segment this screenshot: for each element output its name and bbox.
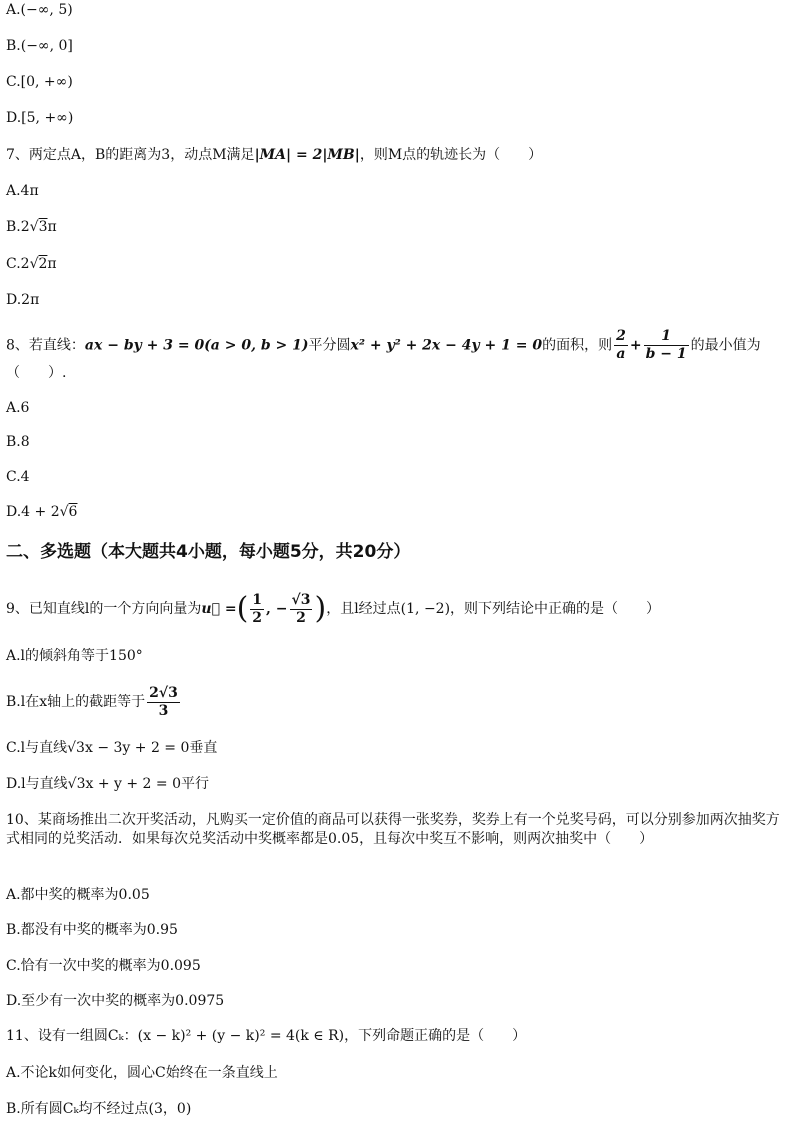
option-9d: D.l与直线√3x + y + 2 = 0平行 bbox=[6, 776, 209, 792]
question-8-mid2: 的面积，则 bbox=[542, 337, 613, 354]
option-6c: C.[0, +∞) bbox=[6, 74, 73, 90]
option-9a: A.l的倾斜角等于150° bbox=[6, 648, 143, 664]
question-9-vector: u⃗ = bbox=[201, 601, 237, 617]
question-9-fraction-2 bbox=[290, 592, 313, 627]
option-7c-post: π bbox=[47, 256, 57, 272]
option-9b bbox=[6, 684, 786, 720]
option-8a: A.6 bbox=[6, 400, 30, 416]
option-6a: A.(−∞, 5) bbox=[6, 2, 73, 18]
option-10c: C.恰有一次中奖的概率为0.095 bbox=[6, 958, 201, 974]
question-8-line-eq: ax − by + 3 = 0(a > 0, b > 1) bbox=[84, 337, 309, 354]
option-7b-pre: B.2√ bbox=[6, 219, 39, 235]
option-7c bbox=[6, 254, 786, 274]
question-8-fraction-1 bbox=[614, 328, 628, 363]
option-8d bbox=[6, 502, 786, 522]
q9-fraction-1-numerator: 1 bbox=[252, 591, 263, 608]
question-8-post: 的最小值为 bbox=[690, 337, 761, 354]
option-8d-radicand: 6 bbox=[68, 504, 78, 520]
question-8 bbox=[6, 328, 786, 363]
option-7b-post: π bbox=[47, 219, 57, 235]
option-6b: B.(−∞, 0] bbox=[6, 38, 73, 54]
option-7d: D.2π bbox=[6, 292, 40, 308]
option-7c-radicand: 2 bbox=[38, 256, 48, 272]
option-11b: B.所有圆Cₖ均不经过点(3，0) bbox=[6, 1101, 192, 1117]
option-10d: D.至少有一次中奖的概率为0.0975 bbox=[6, 993, 225, 1009]
left-paren-icon: ( bbox=[236, 591, 249, 626]
option-7c-pre: C.2√ bbox=[6, 256, 39, 272]
option-7b bbox=[6, 217, 786, 237]
option-9b-fraction bbox=[147, 685, 180, 720]
question-7 bbox=[6, 145, 786, 165]
question-8-pre: 8、若直线： bbox=[6, 337, 85, 354]
question-9 bbox=[6, 590, 786, 628]
question-8-circle-eq: x² + y² + 2x − 4y + 1 = 0 bbox=[350, 337, 543, 354]
question-9-fraction-1 bbox=[250, 592, 264, 627]
question-8-continued: （ ）. bbox=[6, 365, 67, 381]
option-6d: D.[5, +∞) bbox=[6, 110, 74, 126]
option-9c: C.l与直线√3x − 3y + 2 = 0垂直 bbox=[6, 740, 218, 756]
fraction-1-numerator: 2 bbox=[616, 328, 626, 344]
question-11: 11、设有一组圆Cₖ：(x − k)² + (y − k)² = 4(k ∈ R)，下列命题正确的是（ ） bbox=[6, 1028, 527, 1044]
right-paren-icon: ) bbox=[314, 591, 327, 626]
question-8-plus: + bbox=[629, 337, 642, 354]
option-8b: B.8 bbox=[6, 434, 30, 450]
option-8d-pre: D.4 + 2√ bbox=[6, 504, 69, 520]
question-8-fraction-2 bbox=[644, 328, 689, 363]
option-10a: A.都中奖的概率为0.05 bbox=[6, 887, 150, 903]
option-7b-radicand: 3 bbox=[38, 219, 48, 235]
option-11a: A.不论k如何变化，圆心C始终在一条直线上 bbox=[6, 1065, 278, 1081]
question-7-post: ，则M点的轨迹长为（ ） bbox=[359, 147, 543, 163]
option-7a: A.4π bbox=[6, 183, 39, 199]
fraction-1-denominator: a bbox=[616, 346, 626, 362]
question-8-mid: 平分圆 bbox=[308, 337, 351, 354]
option-10b: B.都没有中奖的概率为0.95 bbox=[6, 922, 178, 938]
question-7-pre: 7、两定点A，B的距离为3，动点M满足 bbox=[6, 147, 255, 163]
question-10: 10、某商场推出二次开奖活动，凡购买一定价值的商品可以获得一张奖券，奖券上有一个兑奖号码，可以分别参加两次抽奖方式相同的兑奖活动．如果每次兑奖活动中奖概率都是0.05，且每次中奖互不影响，则两次抽奖中（ ） bbox=[6, 812, 780, 847]
question-9-comma: , − bbox=[266, 601, 288, 617]
option-8c: C.4 bbox=[6, 469, 30, 485]
question-9-pre: 9、已知直线l的一个方向向量为 bbox=[6, 601, 202, 617]
q9-fraction-2-numerator: √3 bbox=[291, 591, 311, 608]
question-7-math: |MA| = 2|MB| bbox=[254, 147, 360, 163]
fraction-2-numerator: 1 bbox=[644, 328, 689, 346]
q9-fraction-2-denominator: 2 bbox=[296, 609, 306, 626]
option-9b-numerator: 2√3 bbox=[149, 684, 178, 701]
q9-fraction-1-denominator: 2 bbox=[252, 609, 263, 626]
question-9-post: ，且l经过点(1, −2)，则下列结论中正确的是（ ） bbox=[326, 601, 661, 617]
fraction-2-denominator: b − 1 bbox=[645, 346, 687, 362]
option-9b-denominator: 3 bbox=[158, 702, 169, 719]
option-9b-pre: B.l在x轴上的截距等于 bbox=[6, 694, 146, 710]
section-2-heading: 二、多选题（本大题共4小题，每小题5分，共20分） bbox=[6, 542, 411, 562]
